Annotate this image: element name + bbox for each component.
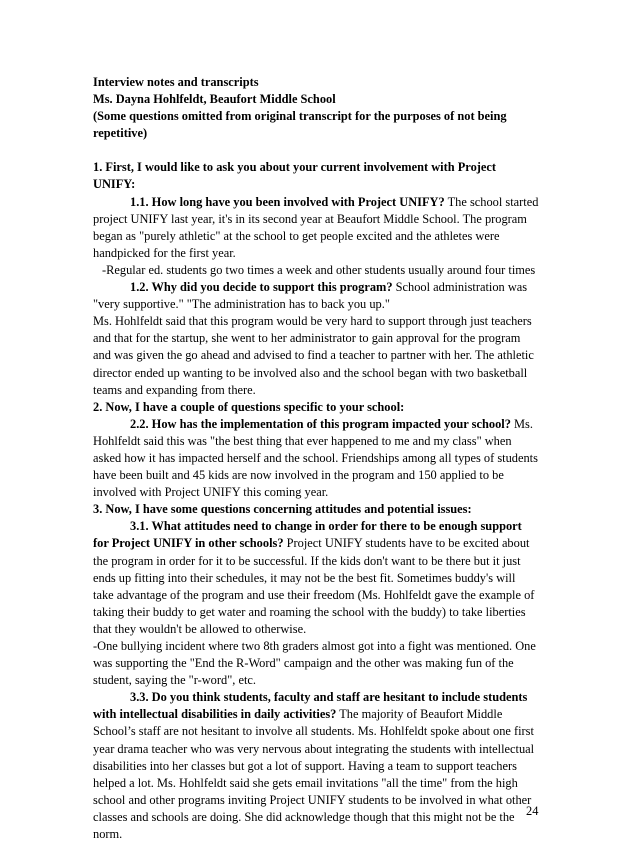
spacer [93, 142, 553, 159]
answer-line: norm. [93, 827, 123, 842]
answer-line: Hohlfeldt said this was "the best thing that ever happened to me and my class" when [93, 433, 512, 448]
answer-line: and that for the startup, she went to her administrator to gain approval for the program [93, 331, 521, 346]
answer-text: Project UNIFY students have to be excited about [283, 536, 530, 551]
question-1-1 [93, 194, 553, 211]
question-label: with intellectual disabilities in daily activities? [93, 707, 337, 722]
answer-line: helped a lot. Ms. Hohlfeldt said she gets email invitations "all the time" from the high [93, 775, 518, 790]
answer-line: involved with Project UNIFY this coming year. [93, 485, 329, 500]
answer-line: director ended up wanting to be involved also and the school began with two basketball [93, 365, 528, 380]
page-number: 24 [526, 804, 539, 818]
question-3-1 [93, 535, 553, 552]
answer-line: School’s staff are not hesitant to involve all students. Ms. Hohlfeldt spoke about one first [93, 724, 534, 739]
answer-line: that they wouldn't be allowed to otherwise. [93, 621, 307, 636]
question-label: for Project UNIFY in other schools? [93, 536, 284, 551]
section-heading-1: UNIFY: [93, 177, 136, 192]
doc-title: Interview notes and transcripts [93, 75, 259, 89]
answer-note: -One bullying incident where two 8th graders almost got into a fight was mentioned. One [93, 639, 536, 653]
answer-line: the program in order for it to be successful. If the kids don't want to be there but it just [93, 553, 521, 568]
answer-note: -Regular ed. students go two times a week and other students usually around four times [102, 262, 536, 277]
question-label: 2.2. How has the implementation of this program impacted your school? [130, 416, 511, 431]
answer-line: disabilities into her classes but got a lot of support. Having a team to support teachers [93, 758, 517, 773]
answer-text: School administration was [392, 280, 528, 295]
section-heading-1: 1. First, I would like to ask you about your current involvement with Project [93, 160, 497, 175]
answer-note: student, saying the "r-word", etc. [93, 673, 256, 688]
doc-note: (Some questions omitted from original transcript for the purposes of not being [93, 109, 507, 124]
answer-note: was supporting the "End the R-Word" campaign and the other was making fun of the [93, 656, 514, 671]
answer-line: Ms. Hohlfeldt said that this program would be very hard to support through just teachers [93, 314, 532, 329]
doc-note: repetitive) [93, 126, 148, 141]
answer-line: and was given the go ahead and advised to find a teacher to partner with her. The athletic [93, 348, 534, 363]
answer-line: "very supportive." "The administration has to back you up." [93, 297, 390, 312]
section-heading-3: 3. Now, I have some questions concerning attitudes and potential issues: [93, 502, 472, 517]
answer-line: classes and schools are doing. She did acknowledge though that this might not be the [93, 809, 515, 824]
answer-line: handpicked for the first year. [93, 245, 236, 260]
answer-line: have been built and 45 kids are now involved in the program and 150 applied to be [93, 468, 504, 483]
question-label: 3.3. Do you think students, faculty and staff are hesitant to include students [130, 690, 528, 705]
answer-text: Ms. [510, 416, 533, 431]
answer-line: year drama teacher who was very nervous about integrating the students with intellectual [93, 741, 535, 756]
answer-line: taking their buddy to get water and roaming the school with the buddy) to take liberties [93, 604, 526, 619]
answer-line: asked how it has impacted herself and the school. Friendships among all types of students [93, 450, 538, 465]
question-label: 1.1. How long have you been involved with Project UNIFY? [130, 194, 445, 209]
answer-text: The majority of Beaufort Middle [336, 707, 503, 722]
question-1-2 [93, 279, 553, 296]
answer-line: school and other programs inviting Project UNIFY students to be involved in what other [93, 792, 532, 807]
answer-line: take advantage of the program and use their freedom (Ms. Hohlfeldt gave the example of [93, 587, 535, 602]
answer-text: The school started [444, 194, 539, 209]
section-heading-2: 2. Now, I have a couple of questions specific to your school: [93, 399, 405, 414]
question-2-2 [93, 416, 553, 433]
answer-line: began as "purely athletic" at the school to get people excited and the athletes were [93, 228, 500, 243]
answer-line: ends up fitting into their schedules, it may not be the best fit. Sometimes buddy's will [93, 570, 516, 585]
document-page [93, 74, 553, 843]
answer-line: project UNIFY last year, it's in its second year at Beaufort Middle School. The program [93, 211, 527, 226]
question-3-3 [93, 706, 553, 723]
question-label: 3.1. What attitudes need to change in order for there to be enough support [130, 519, 522, 534]
question-label: 1.2. Why did you decide to support this program? [130, 280, 393, 295]
doc-subject: Ms. Dayna Hohlfeldt, Beaufort Middle School [93, 92, 336, 107]
answer-line: teams and expanding from there. [93, 382, 256, 397]
